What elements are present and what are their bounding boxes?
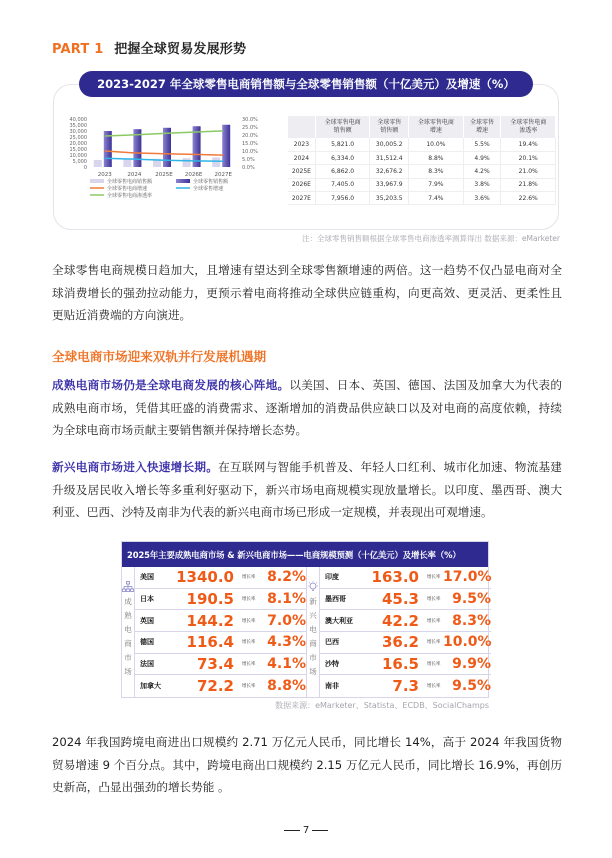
svg-text:0.0%: 0.0% [242, 164, 255, 171]
svg-text:15.0%: 15.0% [242, 140, 258, 147]
table-cell: 8.3% [409, 165, 464, 178]
market-size-value: 163.0 [371, 568, 419, 587]
svg-text:全球零售电商增速: 全球零售电商增速 [107, 185, 148, 192]
chart-note: 注：全球零售销售额根据全球零售电商渗透率测算得出 数据来源：eMarketer [302, 234, 560, 243]
lightbulb-icon [307, 581, 319, 593]
country-name: 巴西 [325, 638, 339, 647]
market-source-note: 数据来源：eMarketer、Statista、ECDB、SocialChamps [275, 701, 489, 710]
table-cell: 7,956.0 [315, 192, 370, 205]
growth-rate: 8.1% [267, 590, 306, 607]
svg-text:30,000: 30,000 [69, 128, 87, 135]
market-size-value: 7.3 [392, 677, 419, 696]
table-cell: 6,862.0 [315, 165, 370, 178]
growth-label: 增长率 [242, 596, 256, 602]
market-row [135, 632, 306, 654]
table-row [288, 151, 556, 164]
paragraph-text: 以美国、日本、英国、德国、法国及加拿大为代表的成熟电商市场，凭借其旺盛的消费需求、逐渐增加的消费品供应缺口以及对电商的高度依赖，持续为全球电商市场贡献主要销售额并保持增长态势。 [52, 378, 562, 437]
svg-text:25,000: 25,000 [69, 134, 87, 141]
country-name: 美国 [140, 573, 154, 582]
table-header: 全球零售电商 销售额 [315, 116, 370, 138]
paragraph-emerging [52, 456, 562, 524]
vertical-label-char: 新 [309, 597, 317, 606]
market-size-value: 1340.0 [176, 568, 234, 587]
growth-label: 增长率 [242, 640, 256, 646]
market-row [320, 654, 491, 676]
table-cell: 7.9% [409, 178, 464, 191]
growth-rate: 10.0% [443, 634, 492, 651]
table-cell: 2024 [288, 151, 315, 164]
market-row [320, 567, 491, 589]
table-row [288, 192, 556, 205]
table-cell: 2027E [288, 192, 315, 205]
paragraph-1: 全球零售电商规模日趋加大，且增速有望达到全球零售额增速的两倍。这一趋势不仅凸显电商对全球消费增长的强劲拉动能力，更预示着电商将推动全球供应链重构，向更高效、更灵活、更柔性且更贴近消费端的方向演进。 [52, 263, 562, 322]
market-row [320, 589, 491, 611]
market-box-title: 2025年主要成熟电商市场 & 新兴电商市场——电商规模预测（十亿美元）及增长率（%） [122, 542, 488, 567]
table-cell: 21.8% [501, 178, 556, 191]
country-name: 法国 [140, 659, 154, 668]
market-row [320, 610, 491, 632]
growth-label: 增长率 [242, 575, 256, 581]
table-cell: 30,005.2 [370, 138, 409, 151]
table-cell: 32,676.2 [370, 165, 409, 178]
svg-text:30.0%: 30.0% [242, 116, 258, 123]
table-cell: 6,334.0 [315, 151, 370, 164]
vertical-label-char: 电 [124, 625, 132, 634]
table-header: 全球零售电商 增速 [409, 116, 464, 138]
growth-label: 增长率 [427, 618, 441, 624]
table-header: 全球零售电商 渗透率 [501, 116, 556, 138]
growth-label: 增长率 [427, 661, 441, 667]
table-row [288, 178, 556, 191]
country-name: 加拿大 [140, 682, 161, 691]
paragraph-mature [52, 374, 562, 442]
table-cell: 21.0% [501, 165, 556, 178]
growth-label: 增长率 [242, 661, 256, 667]
section-title: 全球电商市场迎来双轨并行发展机遇期 [52, 349, 267, 364]
country-name: 沙特 [325, 659, 339, 668]
emerging-market-group [306, 567, 490, 697]
growth-rate: 8.8% [267, 678, 306, 695]
paragraph-highlight: 成熟电商市场仍是全球电商发展的核心阵地。 [52, 378, 290, 392]
table-cell: 35,203.5 [370, 192, 409, 205]
svg-text:2024: 2024 [127, 172, 142, 178]
svg-text:40,000: 40,000 [69, 116, 87, 123]
svg-text:2027E: 2027E [214, 172, 232, 178]
market-size-value: 116.4 [186, 633, 234, 652]
market-row [135, 567, 306, 589]
svg-text:全球零售增速: 全球零售增速 [193, 185, 224, 192]
table-cell: 3.6% [463, 192, 501, 205]
market-size-value: 36.2 [381, 633, 419, 652]
market-size-value: 45.3 [381, 589, 419, 608]
paragraph-text: 在互联网与智能手机普及、年轻人口红利、城市化加速、物流基建升级及居民收入增长等多重利好驱动下，新兴市场电商规模实现放量增长。以印度、墨西哥、澳大利亚、巴西、沙特及南非为代表的新兴电商市场已形成一定规模，并表现出可观增速。 [52, 460, 562, 519]
svg-text:0: 0 [83, 164, 87, 171]
table-cell: 31,512.4 [370, 151, 409, 164]
page-number-value: 7 [302, 825, 310, 836]
growth-rate: 4.1% [267, 655, 306, 672]
market-size-value: 190.5 [186, 589, 234, 608]
market-row [135, 675, 306, 697]
table-header: 全球零售 增速 [463, 116, 501, 138]
vertical-label-char: 场 [124, 667, 132, 676]
chart-title: 2023-2027 年全球零售电商销售额与全球零售销售额（十亿美元）及增速（%） [79, 71, 533, 97]
table-cell: 10.0% [409, 138, 464, 151]
growth-rate: 9.5% [452, 678, 491, 695]
svg-text:25.0%: 25.0% [242, 124, 258, 131]
table-cell: 3.8% [463, 178, 501, 191]
svg-text:10,000: 10,000 [69, 152, 87, 159]
country-name: 印度 [325, 573, 339, 582]
country-name: 德国 [140, 638, 154, 647]
vertical-label-char: 电 [309, 625, 317, 634]
growth-label: 增长率 [242, 684, 256, 690]
paragraph-cross-border: 2024 年我国跨境电商进出口规模约 2.71 万亿元人民币，同比增长 14%，高于 2024 年我国货物贸易增速 9 个百分点。其中，跨境电商出口规模约 2.15 万亿元人民币，同比增长 16.9%，再创历史新高，凸显出强劲的增长势能 。 [52, 735, 562, 794]
hierarchy-icon [122, 581, 134, 593]
growth-label: 增长率 [427, 684, 441, 690]
vertical-label-char: 场 [309, 667, 317, 676]
growth-rate: 8.2% [267, 569, 306, 586]
growth-label: 增长率 [427, 575, 441, 581]
svg-text:10.0%: 10.0% [242, 148, 258, 155]
group-label [122, 567, 135, 697]
svg-text:2026E: 2026E [184, 172, 203, 178]
growth-label: 增长率 [427, 596, 441, 602]
growth-label: 增长率 [427, 640, 441, 646]
market-row [320, 632, 491, 654]
market-row [135, 610, 306, 632]
growth-label: 增长率 [242, 618, 256, 624]
combo-chart [60, 115, 275, 225]
table-cell: 22.6% [501, 192, 556, 205]
table-cell: 2026E [288, 178, 315, 191]
country-name: 墨西哥 [325, 594, 346, 603]
table-row [288, 165, 556, 178]
market-forecast-box [121, 541, 492, 698]
vertical-label-char: 兴 [309, 611, 317, 620]
table-header: 全球零售 销售额 [370, 116, 409, 138]
part-header [52, 38, 246, 57]
table-cell: 5,821.0 [315, 138, 370, 151]
part-title: 把握全球贸易发展形势 [114, 42, 247, 57]
market-row [135, 654, 306, 676]
country-name: 英国 [140, 616, 154, 625]
table-cell: 4.9% [463, 151, 501, 164]
table-row [288, 138, 556, 151]
market-size-value: 16.5 [381, 654, 419, 673]
table-cell: 2025E [288, 165, 315, 178]
market-row [320, 675, 491, 697]
country-name: 南非 [325, 682, 339, 691]
growth-rate: 9.9% [452, 655, 491, 672]
svg-text:2023: 2023 [97, 172, 112, 178]
svg-text:全球零售销售额: 全球零售销售额 [193, 178, 229, 185]
table-cell: 7,405.0 [315, 178, 370, 191]
growth-rate: 7.0% [267, 612, 306, 629]
mature-market-group [122, 567, 306, 697]
market-row [135, 589, 306, 611]
part-label: PART 1 [52, 42, 104, 57]
svg-text:20.0%: 20.0% [242, 132, 258, 139]
vertical-label-char: 熟 [124, 611, 132, 620]
svg-text:2025E: 2025E [155, 172, 173, 178]
market-size-value: 73.4 [196, 654, 234, 673]
table-cell: 2023 [288, 138, 315, 151]
growth-rate: 4.3% [267, 634, 306, 651]
market-size-value: 144.2 [186, 611, 234, 630]
table-cell: 4.2% [463, 165, 501, 178]
growth-rate: 17.0% [443, 569, 492, 586]
svg-text:15,000: 15,000 [69, 146, 87, 153]
table-cell: 8.8% [409, 151, 464, 164]
table-cell: 7.4% [409, 192, 464, 205]
table-header [288, 116, 315, 138]
market-size-value: 72.2 [196, 677, 234, 696]
table-cell: 5.5% [463, 138, 501, 151]
growth-rate: 8.3% [452, 612, 491, 629]
vertical-label-char: 市 [309, 653, 317, 662]
data-table [288, 116, 556, 205]
growth-rate: 9.5% [452, 590, 491, 607]
svg-text:35,000: 35,000 [69, 122, 87, 129]
country-name: 日本 [140, 594, 154, 603]
svg-text:20,000: 20,000 [69, 140, 87, 147]
vertical-label-char: 成 [124, 597, 132, 606]
vertical-label-char: 市 [124, 653, 132, 662]
svg-text:全球零售电商销售额: 全球零售电商销售额 [107, 178, 153, 185]
svg-text:5,000: 5,000 [72, 158, 87, 165]
table-cell: 20.1% [501, 151, 556, 164]
paragraph-highlight: 新兴电商市场进入快速增长期。 [52, 460, 219, 474]
svg-text:5.0%: 5.0% [242, 156, 255, 163]
country-name: 澳大利亚 [325, 616, 353, 625]
page-number [0, 825, 612, 836]
vertical-label-char: 商 [124, 639, 132, 648]
svg-text:全球零售电商渗透率: 全球零售电商渗透率 [107, 192, 153, 199]
table-cell: 19.4% [501, 138, 556, 151]
market-size-value: 42.2 [381, 611, 419, 630]
group-label [307, 567, 320, 697]
table-cell: 33,967.9 [370, 178, 409, 191]
vertical-label-char: 商 [309, 639, 317, 648]
